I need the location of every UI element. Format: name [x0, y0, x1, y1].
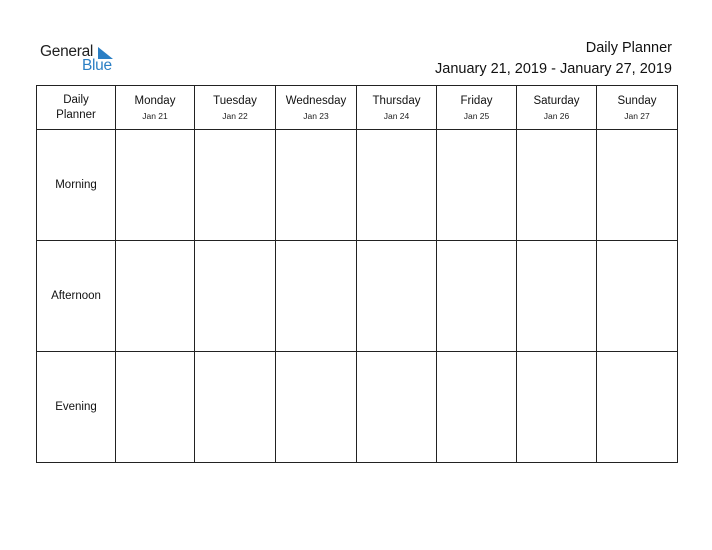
- day-name: Thursday: [372, 94, 421, 107]
- planner-cell[interactable]: [517, 352, 597, 463]
- day-name: Friday: [460, 94, 493, 107]
- day-date: Jan 23: [303, 110, 329, 121]
- slot-label: Evening: [37, 352, 116, 463]
- planner-cell[interactable]: [116, 130, 195, 241]
- slot-row-morning: [37, 130, 678, 241]
- planner-cell[interactable]: [276, 241, 357, 352]
- planner-cell[interactable]: [195, 352, 276, 463]
- day-date: Jan 21: [142, 110, 168, 121]
- slot-row-evening: [37, 352, 678, 463]
- corner-cell: [37, 86, 116, 130]
- planner-cell[interactable]: [597, 352, 678, 463]
- day-name: Wednesday: [285, 94, 347, 107]
- header-row: [37, 86, 678, 130]
- day-date: Jan 26: [543, 110, 570, 121]
- planner-cell[interactable]: [276, 130, 357, 241]
- planner-cell[interactable]: [597, 241, 678, 352]
- planner-cell[interactable]: [597, 130, 678, 241]
- planner-cell[interactable]: [276, 352, 357, 463]
- planner-table: [36, 85, 678, 463]
- slot-label: Morning: [37, 130, 116, 241]
- planner-cell[interactable]: [357, 241, 437, 352]
- day-name: Tuesday: [213, 94, 257, 107]
- page-title: Daily Planner: [585, 40, 672, 56]
- day-header-saturday: [517, 86, 597, 130]
- generalblue-logo: [40, 43, 120, 75]
- day-date: Jan 27: [624, 110, 650, 121]
- day-header-sunday: [597, 86, 678, 130]
- day-header-tuesday: [195, 86, 276, 130]
- day-header-thursday: [357, 86, 437, 130]
- slot-label: Afternoon: [37, 241, 116, 352]
- logo-word-blue: Blue: [82, 57, 112, 74]
- planner-cell[interactable]: [437, 241, 517, 352]
- day-date: Jan 25: [463, 110, 490, 121]
- day-date: Jan 22: [222, 110, 248, 121]
- day-name: Saturday: [533, 94, 580, 107]
- planner-cell[interactable]: [116, 241, 195, 352]
- planner-cell[interactable]: [517, 130, 597, 241]
- day-header-wednesday: [276, 86, 357, 130]
- planner-cell[interactable]: [116, 352, 195, 463]
- planner-cell[interactable]: [437, 352, 517, 463]
- planner-cell[interactable]: [357, 130, 437, 241]
- day-date: Jan 24: [383, 110, 410, 121]
- day-header-monday: [116, 86, 195, 130]
- day-header-friday: [437, 86, 517, 130]
- date-range: January 21, 2019 - January 27, 2019: [435, 61, 672, 77]
- day-name: Monday: [134, 94, 176, 107]
- planner-cell[interactable]: [195, 130, 276, 241]
- corner-label: Daily Planner: [56, 93, 96, 121]
- planner-cell[interactable]: [437, 130, 517, 241]
- planner-cell[interactable]: [357, 352, 437, 463]
- planner-cell[interactable]: [517, 241, 597, 352]
- slot-row-afternoon: [37, 241, 678, 352]
- day-name: Sunday: [617, 94, 657, 107]
- planner-cell[interactable]: [195, 241, 276, 352]
- logo-word-general: General: [40, 43, 94, 60]
